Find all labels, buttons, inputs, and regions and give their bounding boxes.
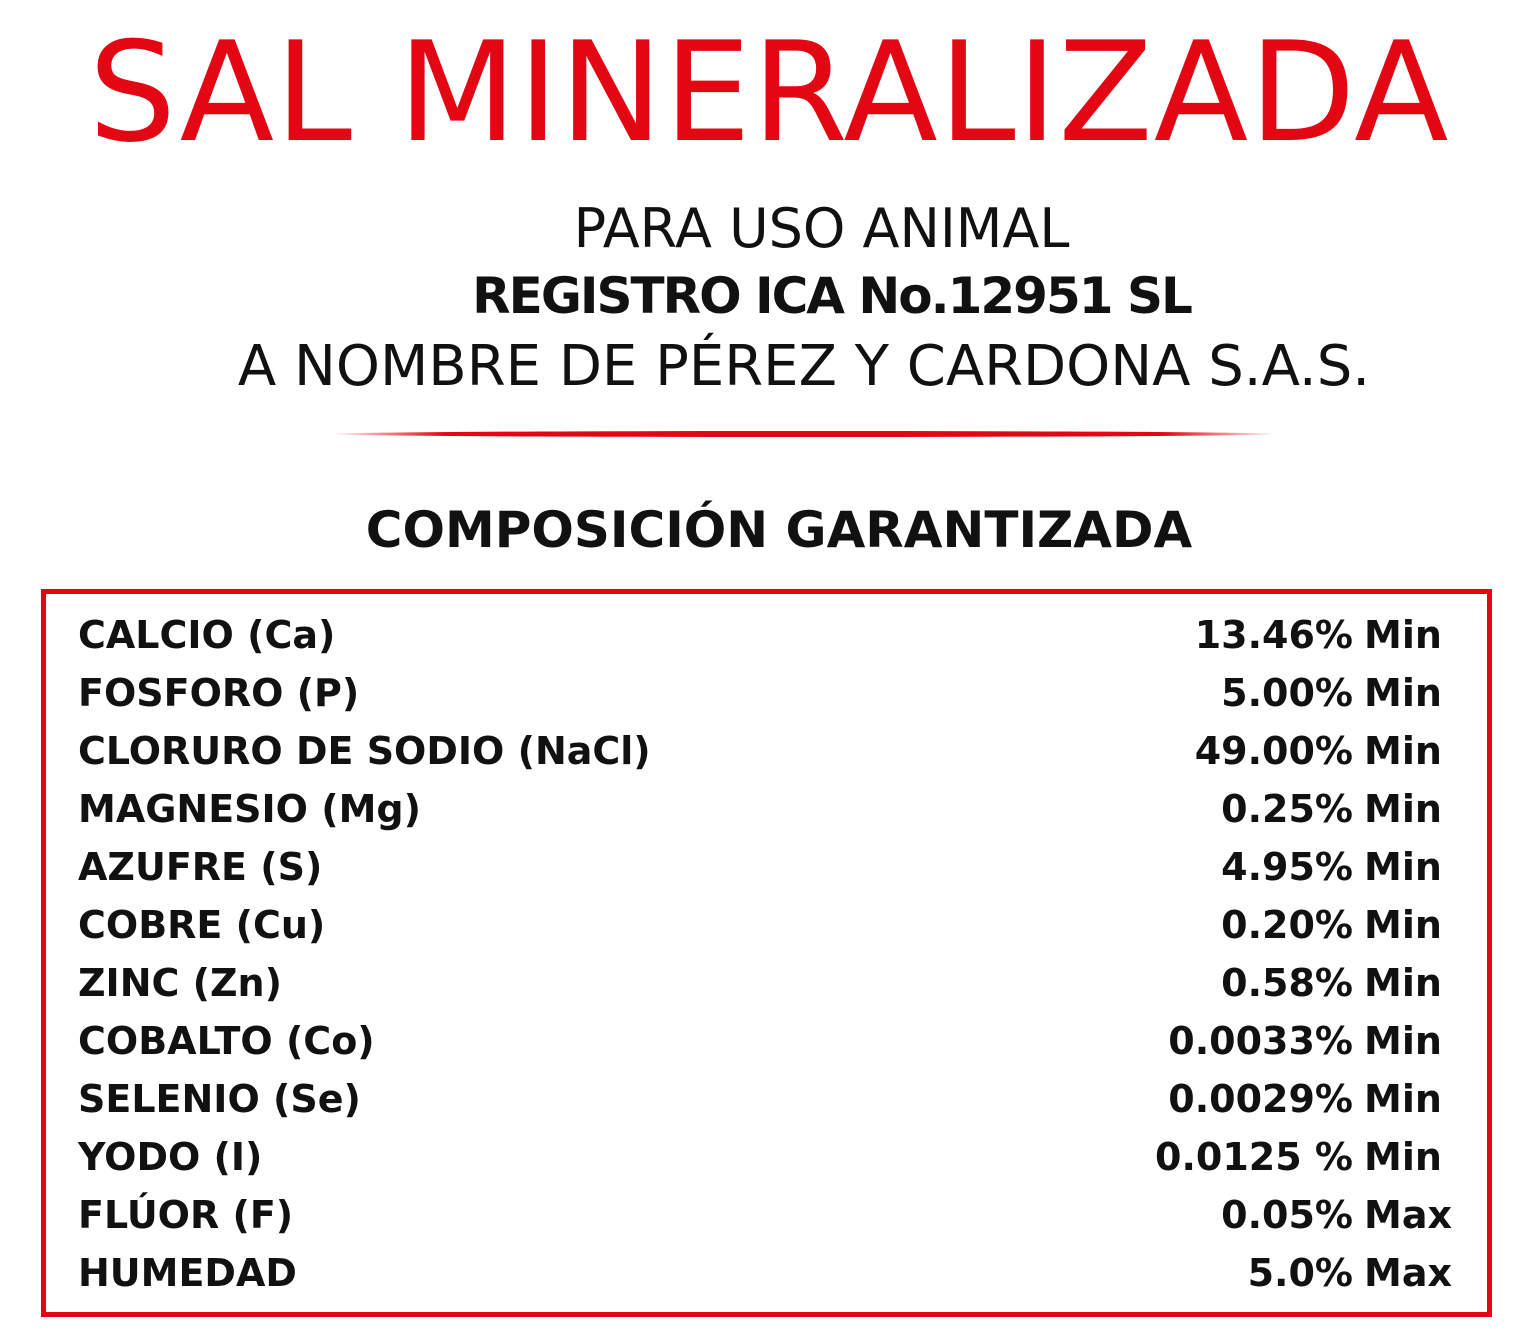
nutrient-limit: Min [1364,961,1442,1005]
nutrient-name: MAGNESIO (Mg) [78,787,421,831]
nutrient-name: CLORURO DE SODIO (NaCl) [78,729,651,773]
composition-title: COMPOSICIÓN GARANTIZADA [365,501,1193,559]
nutrient-value: 0.05% [1221,1193,1353,1237]
nutrient-value: 0.25% [1221,787,1353,831]
nutrient-value: 13.46% [1194,613,1353,657]
nutrient-value: 0.0125 % [1155,1135,1353,1179]
red-divider [330,431,1278,437]
composition-row [78,606,1468,664]
nutrient-value: 0.58% [1221,961,1353,1005]
nutrient-limit: Min [1364,1135,1442,1179]
product-title: SAL MINERALIZADA [88,12,1450,173]
nutrient-limit: Min [1364,845,1442,889]
nutrient-name: ZINC (Zn) [78,961,282,1005]
nutrient-name: YODO (I) [78,1135,263,1179]
nutrient-name: HUMEDAD [78,1251,297,1295]
nutrient-value: 5.00% [1221,671,1353,715]
composition-row [78,1186,1468,1244]
nutrient-value: 0.0033% [1168,1019,1353,1063]
composition-table [78,606,1468,1302]
composition-row [78,1244,1468,1302]
composition-row [78,1070,1468,1128]
composition-row [78,896,1468,954]
nutrient-limit: Min [1364,787,1442,831]
nutrient-name: AZUFRE (S) [78,845,323,889]
nutrient-limit: Min [1364,729,1442,773]
nutrient-name: FLÚOR (F) [78,1193,294,1237]
nutrient-limit: Max [1364,1251,1452,1295]
nutrient-value: 5.0% [1247,1251,1353,1295]
nutrient-limit: Min [1364,1077,1442,1121]
nutrient-value: 49.00% [1194,729,1353,773]
nutrient-name: CALCIO (Ca) [78,613,336,657]
composition-row [78,664,1468,722]
nutrient-name: SELENIO (Se) [78,1077,361,1121]
composition-row [78,954,1468,1012]
nutrient-name: FOSFORO (P) [78,671,360,715]
composition-row [78,838,1468,896]
registration-line: REGISTRO ICA No.12951 SL [472,267,1191,325]
composition-row [78,780,1468,838]
nutrient-limit: Min [1364,903,1442,947]
nutrient-limit: Min [1364,671,1442,715]
composition-row [78,1128,1468,1186]
nutrient-name: COBRE (Cu) [78,903,326,947]
owner-line: A NOMBRE DE PÉREZ Y CARDONA S.A.S. [237,334,1371,399]
usage-line: PARA USO ANIMAL [573,197,1070,260]
composition-row [78,722,1468,780]
nutrient-limit: Max [1364,1193,1452,1237]
nutrient-limit: Min [1364,613,1442,657]
nutrient-limit: Min [1364,1019,1442,1063]
composition-row [78,1012,1468,1070]
nutrient-value: 0.20% [1221,903,1353,947]
nutrient-value: 4.95% [1221,845,1353,889]
nutrient-value: 0.0029% [1168,1077,1353,1121]
nutrient-name: COBALTO (Co) [78,1019,375,1063]
